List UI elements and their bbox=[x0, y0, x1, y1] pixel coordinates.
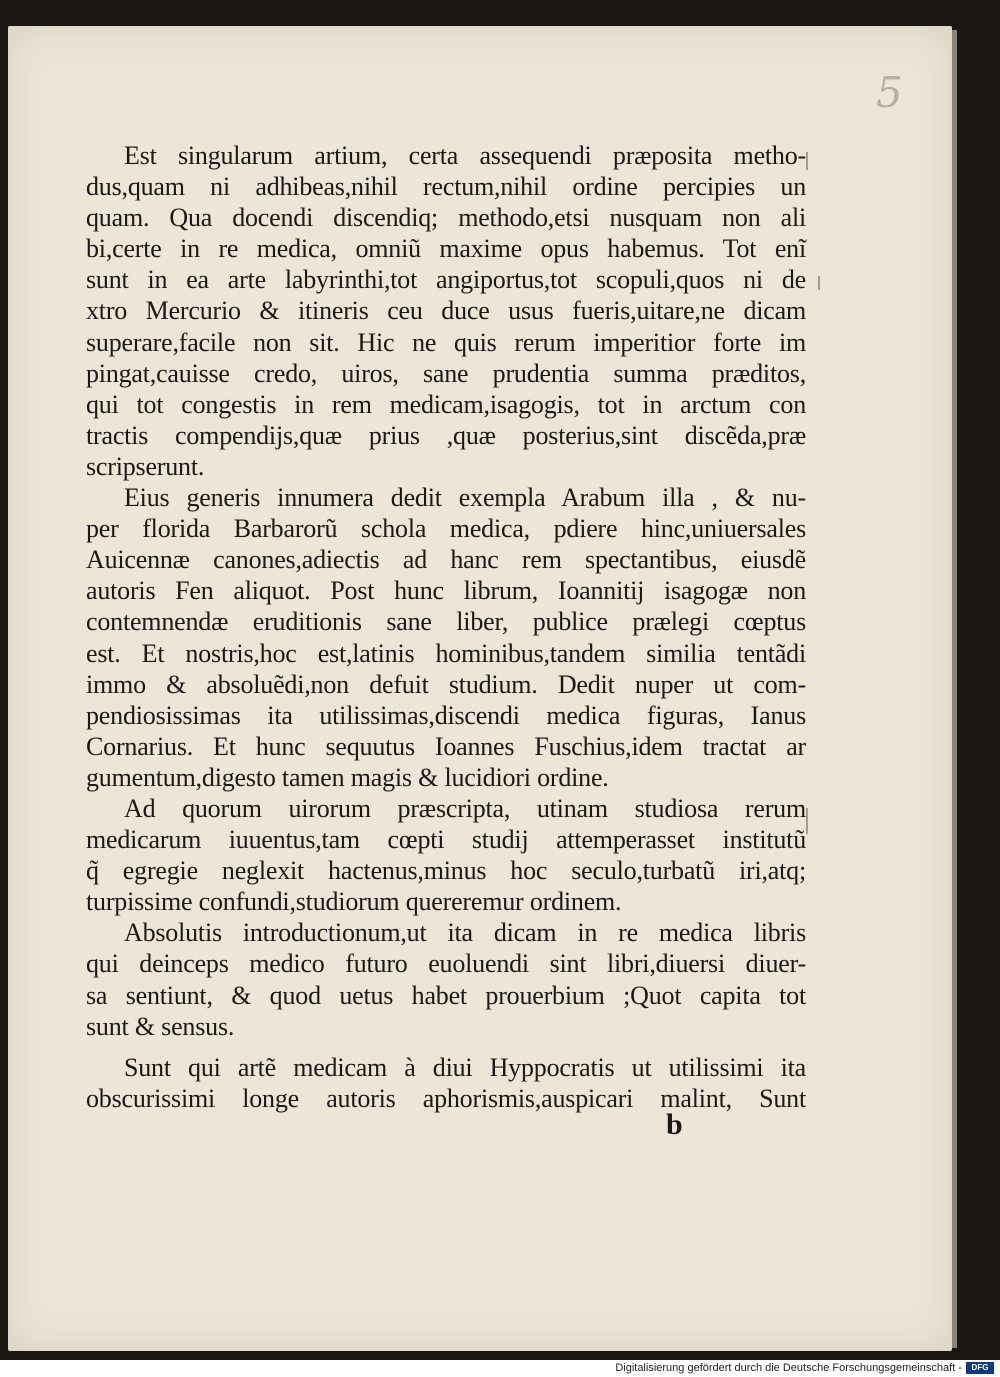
text-line: Cornarius. Et hunc sequutus Ioannes Fuschius,idem tractat ar bbox=[86, 731, 806, 761]
body-text bbox=[86, 140, 806, 1114]
margin-mark bbox=[806, 152, 808, 170]
text-line: sunt & sensus. bbox=[86, 1011, 235, 1041]
text-line: medicarum iuuentus,tam cœpti studij attemperasset institutũ bbox=[86, 825, 806, 855]
text-line: scripserunt. bbox=[86, 451, 205, 481]
footer-bar bbox=[0, 1360, 1000, 1377]
text-line: gumentum,digesto tamen magis & lucidiori ordine. bbox=[86, 762, 609, 792]
text-line: qui tot congestis in rem medicam,isagogis, tot in arctum con bbox=[86, 389, 806, 419]
text-line: Est singularum artium, certa assequendi præposita metho- bbox=[124, 141, 806, 170]
text-line: contemnendæ eruditionis sane liber, publice prælegi cœptus bbox=[86, 607, 806, 637]
text-line: superare,facile non sit. Hic ne quis rerum imperitior forte im bbox=[86, 327, 806, 357]
margin-mark bbox=[818, 276, 820, 290]
text-line: sa sentiunt, & quod uetus habet prouerbium ;Quot capita tot bbox=[86, 980, 806, 1010]
text-line: xtro Mercurio & itineris ceu duce usus fueris,uitare,ne dicam bbox=[86, 296, 806, 326]
text-line: autoris Fen aliquot. Post hunc librum, Ioannitij isagogæ non bbox=[86, 576, 806, 606]
text-line: q̃ egregie neglexit hactenus,minus hoc seculo,turbatũ iri,atq; bbox=[86, 856, 806, 886]
digitization-credit: Digitalisierung gefördert durch die Deutsche Forschungsgemeinschaft - bbox=[615, 1362, 962, 1374]
text-line: bi,certe in re medica, omniũ maxime opus habemus. Tot enĩ bbox=[86, 234, 806, 264]
signature-mark: b bbox=[666, 1108, 683, 1141]
text-line: Absolutis introductionum,ut ita dicam in re medica libris bbox=[124, 918, 806, 948]
dfg-logo: DFG bbox=[966, 1362, 994, 1374]
text-line: qui deinceps medico futuro euoluendi sint libri,diuersi diuer- bbox=[86, 949, 806, 979]
text-line: Eius generis innumera dedit exempla Arabum illa , & nu- bbox=[124, 483, 806, 513]
text-line: tractis compendijs,quæ prius ,quæ posterius,sint discẽda,præ bbox=[86, 420, 806, 450]
text-line: per florida Barbarorũ schola medica, pdiere hinc,uniuersales bbox=[86, 514, 806, 544]
text-line: Ad quorum uirorum præscripta, utinam studiosa rerum bbox=[124, 793, 806, 823]
text-line: Sunt qui artẽ medicam à diui Hyppocratis ut utilissimi ita bbox=[124, 1052, 806, 1082]
text-line: turpissime confundi,studiorum quereremur ordinem. bbox=[86, 887, 622, 917]
margin-mark bbox=[806, 808, 808, 834]
page-edge bbox=[952, 30, 957, 1348]
text-line: pingat,cauisse credo, uiros, sane prudentia summa præditos, bbox=[86, 358, 806, 388]
text-line: est. Et nostris,hoc est,latinis hominibus,tandem similia tentãdi bbox=[86, 638, 806, 668]
text-line: immo & absoluẽdi,non defuit studium. Dedit nuper ut com- bbox=[86, 669, 806, 699]
text-line: pendiosissimas ita utilissimas,discendi medica figuras, Ianus bbox=[86, 700, 806, 730]
folio-number: 5 bbox=[876, 68, 903, 117]
text-line: sunt in ea arte labyrinthi,tot angiportus,tot scopuli,quos ni de bbox=[86, 265, 806, 295]
text-line: Auicennæ canones,adiectis ad hanc rem spectantibus, eiusdẽ bbox=[86, 545, 806, 575]
text-line: dus,quam ni adhibeas,nihil rectum,nihil ordine percipies un bbox=[86, 172, 806, 202]
text-line: quam. Qua docendi discendiq; methodo,etsi nusquam non ali bbox=[86, 203, 806, 233]
text-line: obscurissimi longe autoris aphorismis,auspicari malint, Sunt bbox=[86, 1083, 806, 1113]
